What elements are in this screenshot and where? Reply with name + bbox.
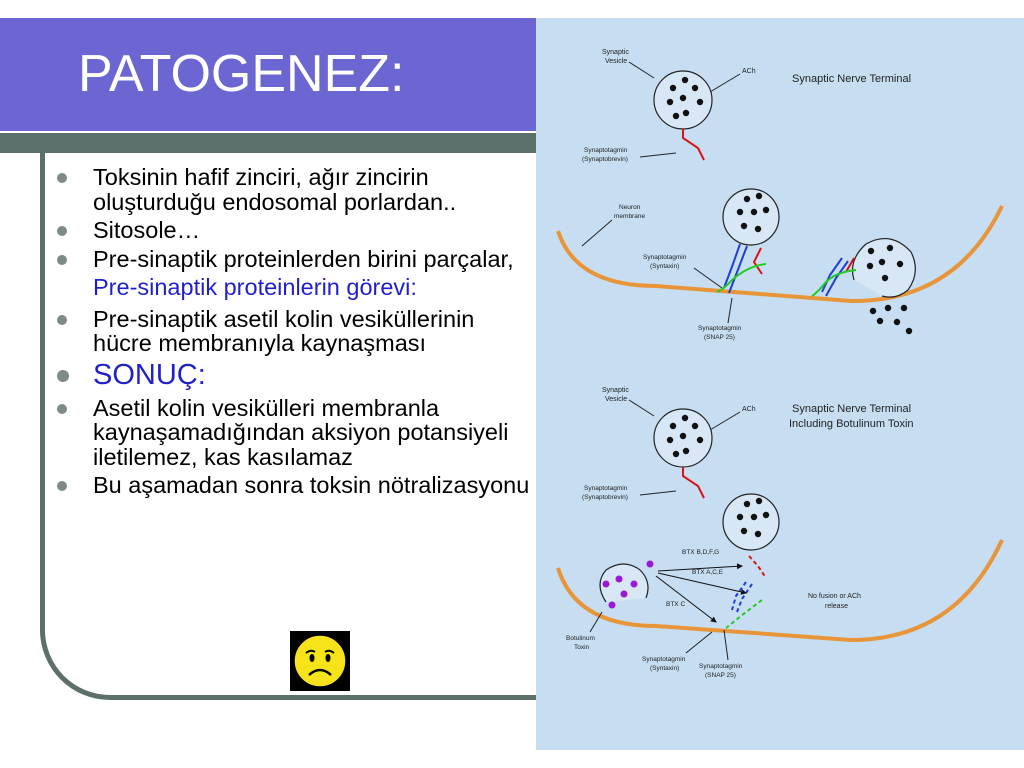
- bullet-dot-icon: [57, 255, 67, 265]
- label-syntaxin-b: (Syntaxin): [650, 665, 680, 672]
- bullet-text: Pre-sinaptik asetil kolin vesiküllerinin hücre membranıyla kaynaşması: [93, 305, 475, 356]
- bullet-list: [56, 165, 536, 502]
- bottom-title-2: Including Botulinum Toxin: [789, 418, 914, 430]
- neuron-membrane: [558, 206, 1002, 301]
- top-diagram: [558, 49, 1002, 341]
- label-btx-bdfg: BTX B,D,F,G: [682, 549, 720, 556]
- label-toxin: Toxin: [574, 644, 590, 651]
- label-ach-b: ACh: [742, 406, 756, 413]
- blocked-vesicle: [723, 494, 779, 550]
- label-btx-ace: BTX A,C,E: [692, 569, 724, 576]
- sonuc-item: [56, 360, 536, 390]
- fused-vesicle: [853, 239, 916, 298]
- label-synaptic-vesicle: Synaptic: [602, 49, 629, 56]
- label-botulinum: Botulinum: [566, 635, 595, 642]
- top-title: Synaptic Nerve Terminal: [792, 73, 912, 85]
- label-synaptic-vesicle-b2: Vesicle: [605, 396, 628, 403]
- synapse-figure: [536, 18, 1024, 750]
- bullet-dot-icon: [57, 404, 67, 414]
- sub-bullet-text: Pre-sinaptik proteinlerin görevi:: [93, 274, 417, 300]
- docking-vesicle: [723, 189, 779, 245]
- synaptobrevin: [683, 129, 704, 160]
- label-synaptotagmin: Synaptotagmin: [584, 147, 628, 154]
- arrow-btx-c: [656, 576, 716, 622]
- label-btx-c: BTX C: [666, 601, 686, 608]
- bullet-item: [56, 473, 536, 498]
- arrow-btx-ace: [658, 573, 746, 593]
- label-synaptobrevin: (Synaptobrevin): [582, 156, 628, 163]
- label-neuron: Neuron: [619, 204, 641, 211]
- released-ach: [870, 305, 912, 334]
- label-synaptotagmin-2: Synaptotagmin: [643, 254, 687, 261]
- label-synaptotagmin-3: Synaptotagmin: [698, 325, 742, 332]
- label-synaptic-vesicle-b: Synaptic: [602, 387, 629, 394]
- label-synaptobrevin-b: (Synaptobrevin): [582, 494, 628, 501]
- label-syntaxin: (Syntaxin): [650, 263, 680, 270]
- cleaved-syntaxin: [732, 582, 752, 612]
- cleaved-snap25: [726, 600, 762, 628]
- bullet-item: [56, 247, 536, 272]
- bullet-text: Toksinin hafif zinciri, ağır zincirin oluşturduğu endosomal porlardan..: [93, 164, 457, 215]
- bottom-title-1: Synaptic Nerve Terminal: [792, 403, 912, 415]
- cleaved-synaptobrevin: [749, 556, 766, 578]
- label-synaptotagmin-d: Synaptotagmin: [699, 663, 743, 670]
- bullet-dot-icon: [57, 315, 67, 325]
- bullet-text: Pre-sinaptik proteinlerden birini parçalar,: [93, 245, 514, 272]
- bullet-dot-icon: [57, 481, 67, 491]
- label-ach: ACh: [742, 68, 756, 75]
- bullet-item: [56, 165, 536, 214]
- sonuc-text: SONUÇ:: [93, 358, 206, 391]
- label-synaptotagmin-b: Synaptotagmin: [584, 485, 628, 492]
- bullet-text: Bu aşamadan sonra toksin nötralizasyonu: [93, 472, 530, 498]
- label-release: release: [825, 603, 848, 610]
- label-synaptotagmin-c: Synaptotagmin: [642, 656, 686, 663]
- bullet-text: Asetil kolin vesikülleri membranla kaynaşamadığından aksiyon potansiyeli iletilemez, kas kasılamaz: [93, 394, 509, 470]
- bottom-diagram: [558, 387, 1002, 679]
- label-snap25-b: (SNAP 25): [705, 672, 736, 679]
- bullet-item: [56, 218, 536, 243]
- bullet-item: [56, 396, 536, 470]
- bullet-dot-icon: [57, 226, 67, 236]
- label-snap25: (SNAP 25): [704, 334, 735, 341]
- sub-bullet-item: [56, 275, 536, 300]
- bullet-dot-icon: [57, 173, 67, 183]
- sad-face-icon: [290, 631, 350, 691]
- label-membrane: membrane: [614, 213, 646, 220]
- bullet-item: [56, 307, 536, 356]
- label-no-fusion: No fusion or ACh: [808, 593, 861, 600]
- bullet-dot-icon: [57, 370, 69, 382]
- label-synaptic-vesicle-2: Vesicle: [605, 58, 628, 65]
- bullet-text: Sitosole…: [93, 217, 201, 243]
- slide-title: PATOGENEZ:: [78, 45, 405, 103]
